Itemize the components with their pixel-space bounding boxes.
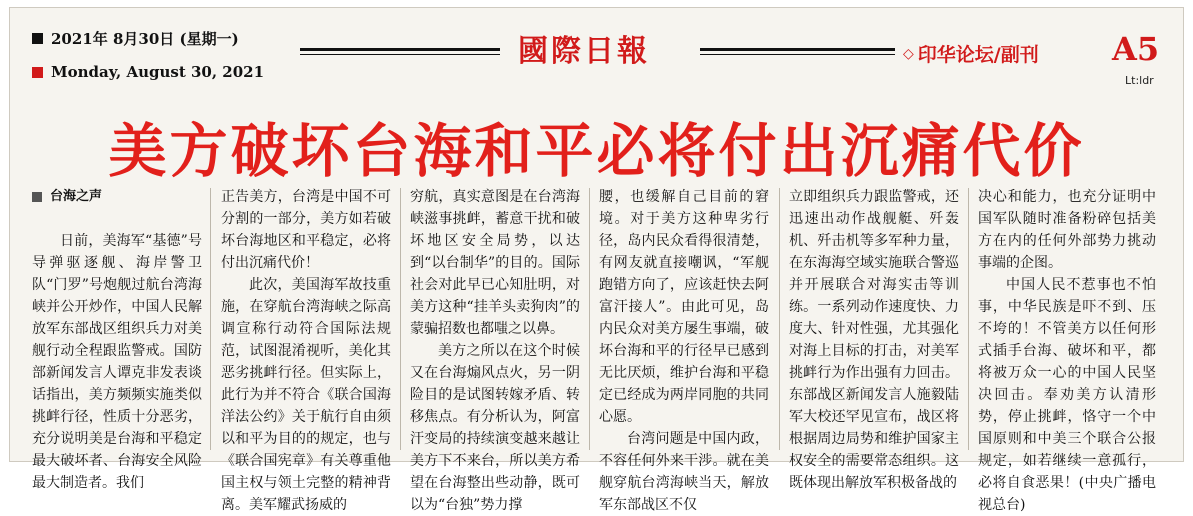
header-rule-right-thin [700,54,895,55]
red-square-icon [32,67,43,78]
paragraph: 穷航，真实意图是在台湾海峡滋事挑衅，蓄意干扰和破坏地区安全局势，以达到“以台制华”的目的。国际社会对此早已心知肚明，对美方这种“挂羊头卖狗肉”的蒙骗招数也都嗤之以鼻。 [410,189,580,337]
paragraph: 立即组织兵力跟监警戒，还迅速出动作战舰艇、歼轰机、歼击机等多军种力量，在东海海空域实施联合警巡并开展联合对海实击等训练。一系列动作速度快、力度大、针对性强，尤其强化对海上目标的打击，对美军挑衅行为作出强有力回击。东部战区新闻发言人施毅陆军大校还罕见宣布，战区将根据周边局势和维护国家主权安全的需要常态组织。这既体现出解放军积极备战的 [789,189,959,491]
date-cn-line [32,26,264,50]
column-divider [968,188,969,450]
header-rule-left-thin [300,54,500,55]
column-divider [779,188,780,450]
diamond-icon: ◇ [903,45,914,62]
date-cn: 2021年 8月30日 (星期一) [51,29,239,48]
paragraph: 台湾问题是中国内政，不容任何外来干涉。就在美舰穿航台湾海峡当天，解放军东部战区不仅 [599,431,769,513]
black-square-icon [32,33,43,44]
paragraph: 美方之所以在这个时候又在台海煽风点火，另一阴险目的是试图转嫁矛盾、转移焦点。有分析认为，阿富汗变局的持续演变越来越让美方下不来台，所以美方希望在台海整出些动静，既可以为“台独”势力撑 [410,343,580,513]
byline-text: 台海之声 [50,189,103,204]
column-divider [589,188,590,450]
article-column-3 [410,186,580,513]
paragraph: 决心和能力，也充分证明中国军队随时准备粉碎包括美方在内的任何外部势力挑动事端的企图。 [978,189,1156,271]
page-number: A5 [1112,30,1160,68]
paragraph: 此次，美国海军故技重施，在穿航台湾海峡之际高调宣称行动符合国际法规范，试图混淆视听，美化其恶劣挑衅行径。但实际上，此行为并不符合《联合国海洋法公约》关于航行自由须以和平为目的的规定，也与《联合国宪章》有关尊重他国主权与领土完整的精神背离。美军耀武扬威的 [221,277,391,513]
section-name: 印华论坛/副刊 [917,44,1039,66]
column-divider [400,188,401,450]
paragraph: 日前，美海军“基德”号导弹驱逐舰、海岸警卫队“门罗”号炮舰过航台湾海峡并公开炒作，中国人民解放军东部战区组织兵力对美舰行动全程跟监警戒。国防部新闻发言人谭克非发表谈话指出，美方频频实施类似挑衅行径，性质十分恶劣，充分说明美是台海和平稳定最大破坏者、台海安全风险最大制造者。我们 [32,233,202,491]
article-column-5 [789,186,959,491]
masthead: 國際日報 [518,34,650,69]
header-rule-right [700,48,895,51]
date-en-line [32,60,264,84]
paragraph: 中国人民不惹事也不怕事，中华民族是吓不到、压不垮的！不管美方以任何形式插手台海、破坏和平，都将被万众一心的中国人民坚决回击。奉劝美方认清形势，停止挑衅，恪守一个中国原则和中美三个联合公报规定，如若继续一意孤行，必将自食恶果！(中央广播电视总台) [978,277,1156,513]
byline [32,186,202,208]
column-divider [210,188,211,450]
header-rule-left [300,48,500,51]
article-column-1 [32,186,202,491]
date-en: Monday, August 30, 2021 [51,63,265,81]
section-label [903,40,1039,67]
article-column-4 [599,186,769,513]
date-block [32,26,264,84]
gray-square-icon [32,192,42,202]
newspaper-page [9,7,1184,513]
headline: 美方破坏台海和平必将付出沉痛代价 [108,117,1085,185]
paragraph: 正告美方，台湾是中国不可分割的一部分，美方如若破坏台海地区和平稳定，必将付出沉痛代价！ [221,189,391,271]
article-column-6 [978,186,1156,513]
editor-mark: Lt:ldr [1125,74,1154,87]
paragraph: 腰，也缓解自己目前的窘境。对于美方这种卑劣行径，岛内民众看得很清楚，有网友就直接嘲讽，“军舰跑错方向了，应该赶快去阿富汗接人”。由此可见，岛内民众对美方屡生事端，破坏台海和平的行径早已感到无比厌烦，维护台海和平稳定已经成为两岸同胞的共同心愿。 [599,189,769,425]
article-column-2 [221,186,391,513]
